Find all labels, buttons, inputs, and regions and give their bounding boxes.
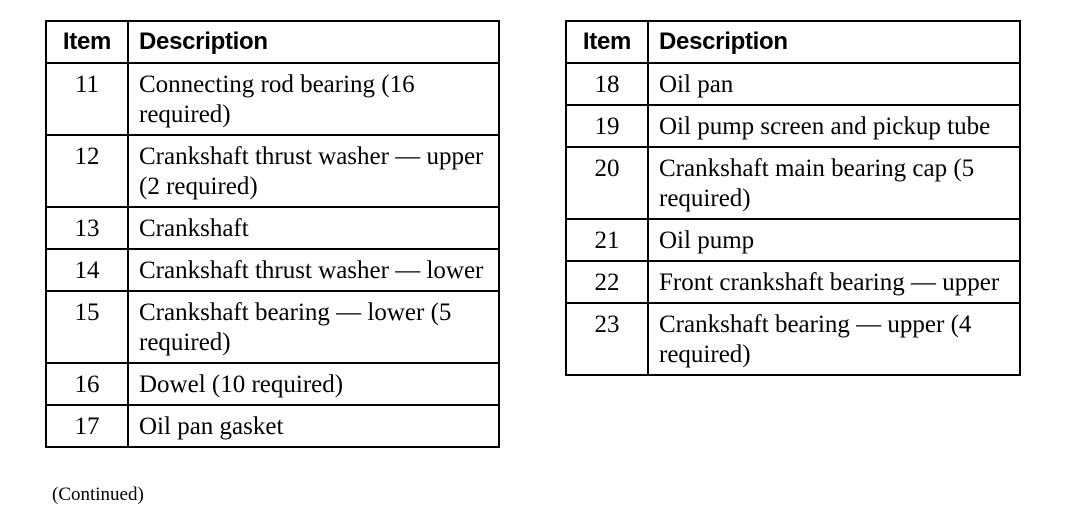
item-number: 13 [46, 207, 128, 249]
table-row [46, 249, 499, 291]
item-description: Oil pump screen and pickup tube [648, 105, 1020, 147]
item-number: 21 [566, 219, 648, 261]
table-row [46, 207, 499, 249]
item-description: Crankshaft thrust washer — upper (2 required) [128, 135, 499, 207]
item-number: 17 [46, 405, 128, 447]
parts-table-left [45, 20, 500, 448]
table-row [46, 291, 499, 363]
description-column-header: Description [648, 21, 1020, 63]
header-row [46, 21, 499, 63]
item-description: Connecting rod bearing (16 required) [128, 63, 499, 135]
table-row [566, 219, 1020, 261]
item-number: 23 [566, 303, 648, 375]
item-column-header: Item [46, 21, 128, 63]
table-row [46, 63, 499, 135]
item-number: 18 [566, 63, 648, 105]
parts-table-right [565, 20, 1021, 376]
item-description: Crankshaft thrust washer — lower [128, 249, 499, 291]
item-number: 22 [566, 261, 648, 303]
header-row [566, 21, 1020, 63]
item-description: Oil pan gasket [128, 405, 499, 447]
item-description: Crankshaft main bearing cap (5 required) [648, 147, 1020, 219]
table-row [46, 363, 499, 405]
table-row [566, 63, 1020, 105]
item-description: Crankshaft bearing — upper (4 required) [648, 303, 1020, 375]
item-description: Crankshaft [128, 207, 499, 249]
item-description: Oil pan [648, 63, 1020, 105]
table-row [566, 303, 1020, 375]
item-number: 14 [46, 249, 128, 291]
item-number: 20 [566, 147, 648, 219]
item-number: 16 [46, 363, 128, 405]
item-description: Oil pump [648, 219, 1020, 261]
item-number: 12 [46, 135, 128, 207]
item-column-header: Item [566, 21, 648, 63]
continued-note: (Continued) [52, 484, 144, 505]
table-row [566, 261, 1020, 303]
table-row [46, 405, 499, 447]
item-number: 11 [46, 63, 128, 135]
item-number: 15 [46, 291, 128, 363]
item-description: Front crankshaft bearing — upper [648, 261, 1020, 303]
item-description: Dowel (10 required) [128, 363, 499, 405]
item-description: Crankshaft bearing — lower (5 required) [128, 291, 499, 363]
description-column-header: Description [128, 21, 499, 63]
table-row [566, 105, 1020, 147]
item-number: 19 [566, 105, 648, 147]
table-row [566, 147, 1020, 219]
table-row [46, 135, 499, 207]
